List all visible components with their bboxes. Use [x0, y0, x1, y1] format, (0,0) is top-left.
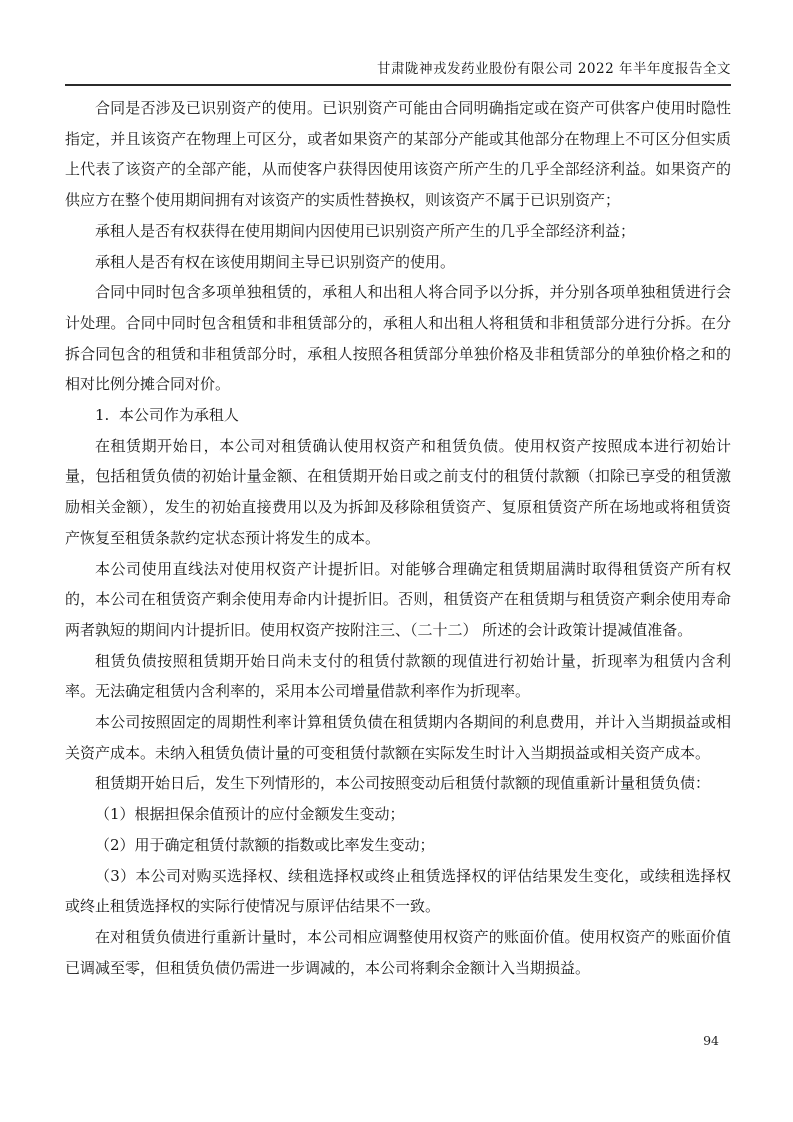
document-page [65, 0, 731, 983]
paragraph-straight-line-depreciation: 本公司使用直线法对使用权资产计提折旧。对能够合理确定租赁期届满时取得租赁资产所有权的，本公司在租赁资产剩余使用寿命内计提折旧。否则，租赁资产在租赁期与租赁资产剩余使用寿命两者孰短的期间内计提折旧。使用权资产按附注三、（二十二） 所述的会计政策计提减值准备。 [65, 559, 731, 639]
list-item-3-option-assessment: （3）本公司对购买选择权、续租选择权或终止租赁选择权的评估结果发生变化，或续租选择权或终止租赁选择权的实际行使情况与原评估结果不一致。 [65, 866, 731, 916]
paragraph-lessee-economic-benefit: 承租人是否有权获得在使用期间内因使用已识别资产所产生的几乎全部经济利益； [95, 221, 636, 240]
paragraph-lease-liability-initial: 租赁负债按照租赁期开始日尚未支付的租赁付款额的现值进行初始计量，折现率为租赁内含利率。无法确定租赁内含利率的，采用本公司增量借款利率作为折现率。 [65, 651, 731, 701]
paragraph-remeasure-adjust-rou: 在对租赁负债进行重新计量时，本公司相应调整使用权资产的账面价值。使用权资产的账面价值已调减至零，但租赁负债仍需进一步调减的，本公司将剩余金额计入当期损益。 [65, 927, 731, 977]
list-item-2-index-rate-change: （2）用于确定租赁付款额的指数或比率发生变动； [95, 835, 435, 854]
paragraph-lessee-direct-use: 承租人是否有权在该使用期间主导已识别资产的使用。 [95, 252, 456, 271]
document-body [65, 93, 731, 983]
page-number: 94 [703, 1033, 719, 1048]
paragraph-periodic-interest: 本公司按照固定的周期性利率计算租赁负债在租赁期内各期间的利息费用，并计入当期损益或相关资产成本。未纳入租赁负债计量的可变租赁付款额在实际发生时计入当期损益或相关资产成本。 [65, 713, 731, 762]
paragraph-contract-split: 合同中同时包含多项单独租赁的，承租人和出租人将合同予以分拆，并分别各项单独租赁进行会计处理。合同中同时包含租赁和非租赁部分的，承租人和出租人将租赁和非租赁部分进行分拆。在分拆合同包含的租赁和非租赁部分时，承租人按照各租赁部分单独价格及非租赁部分的单独价格之和的相对比例分摊合同对价。 [65, 283, 731, 394]
list-item-1-guaranteed-residual: （1）根据担保余值预计的应付金额发生变动； [95, 805, 405, 824]
paragraph-lease-start-measurement: 在租赁期开始日，本公司对租赁确认使用权资产和租赁负债。使用权资产按照成本进行初始计量，包括租赁负债的初始计量金额、在租赁期开始日或之前支付的租赁付款额（扣除已享受的租赁激励相关金额），发生的初始直接费用以及为拆卸及移除租赁资产、复原租赁资产所在场地或将租赁资产恢复至租赁条款约定状态预计将发生的成本。 [65, 436, 731, 547]
heading-company-as-lessee: 1. 本公司作为承租人 [95, 406, 239, 425]
paragraph-remeasure-conditions: 租赁期开始日后，发生下列情形的，本公司按照变动后租赁付款额的现值重新计量租赁负债： [95, 774, 711, 793]
paragraph-contract-identified-asset: 合同是否涉及已识别资产的使用。已识别资产可能由合同明确指定或在资产可供客户使用时隐性指定，并且该资产在物理上可区分，或者如果资产的某部分产能或其他部分在物理上不可区分但实质上代表了该资产的全部产能，从而使客户获得因使用该资产所产生的几乎全部经济利益。如果资产的供应方在整个使用期间拥有对该资产的实质性替换权，则该资产不属于已识别资产； [65, 99, 731, 210]
report-header-title: 甘肃陇神戎发药业股份有限公司 2022 年半年度报告全文 [377, 61, 731, 77]
page-header [65, 57, 731, 86]
